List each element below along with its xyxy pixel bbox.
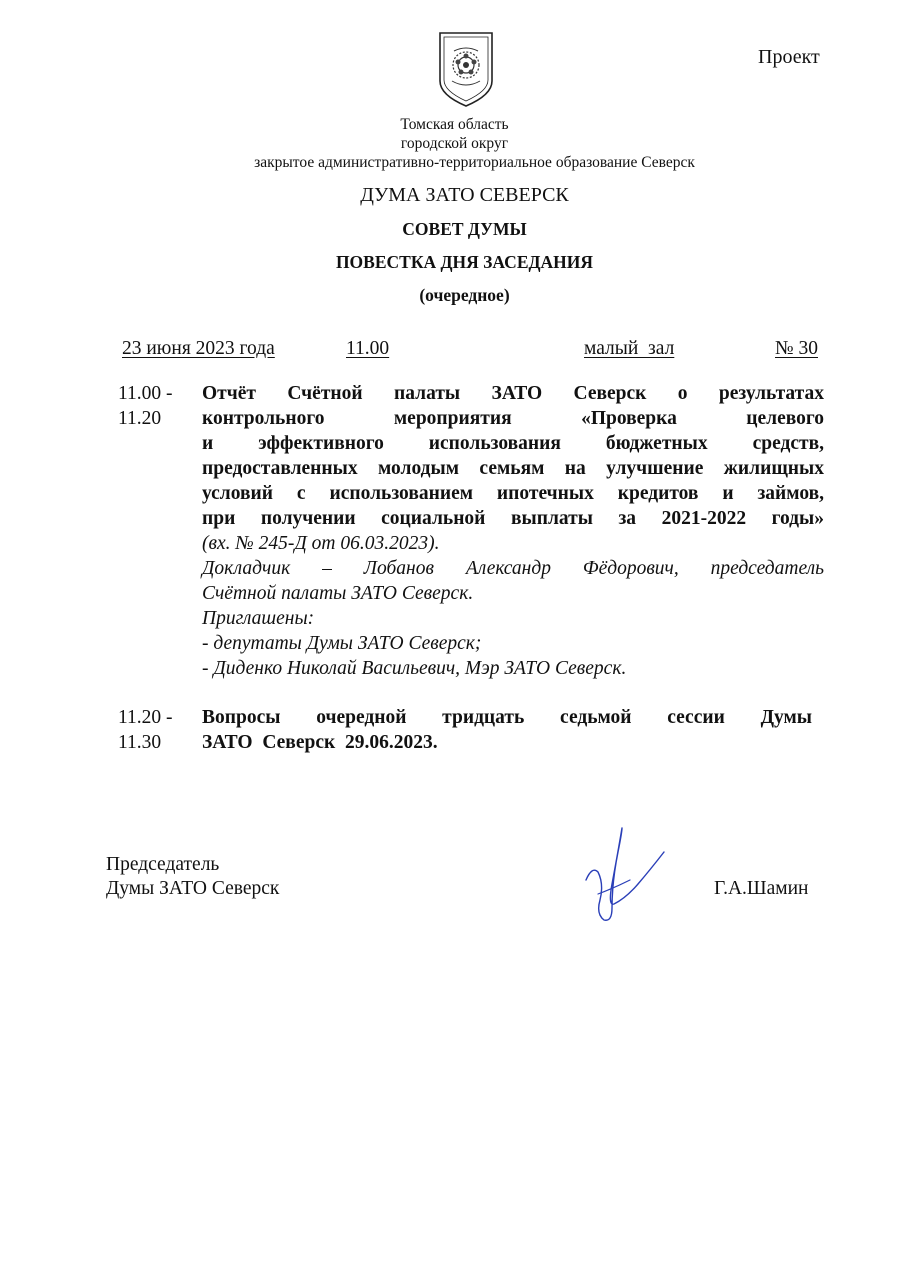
item-title-line: контрольного мероприятия «Проверка целевого — [202, 408, 824, 429]
item-title-line: Вопросы очередной тридцать седьмой сессии Думы — [202, 707, 812, 728]
time-start: 11.20 - — [118, 707, 173, 728]
agenda-item-1 — [202, 381, 824, 681]
invited-label: Приглашены: — [202, 608, 315, 629]
invited-item: - Диденко Николай Васильевич, Мэр ЗАТО Северск. — [202, 658, 627, 679]
item-title-line: предоставленных молодым семьям на улучшение жилищных — [202, 458, 824, 479]
draft-label: Проект — [758, 46, 820, 68]
item-reference: (вх. № 245-Д от 06.03.2023). — [202, 533, 440, 554]
agenda-title: ПОВЕСТКА ДНЯ ЗАСЕДАНИЯ — [335, 252, 594, 272]
header-formation: закрытое административно-территориальное образование Северск — [254, 154, 695, 171]
item-title-line: и эффективного использования бюджетных средств, — [202, 433, 824, 454]
position-line: Думы ЗАТО Северск — [106, 878, 280, 899]
agenda-item-1-time — [118, 381, 173, 431]
header-region: Томская область — [400, 116, 509, 133]
item-title-line: Отчёт Счётной палаты ЗАТО Северск о результатах — [202, 383, 824, 404]
meeting-time: 11.00 — [346, 338, 390, 359]
item-title-line: при получении социальной выплаты за 2021-2022 годы» — [202, 508, 824, 529]
time-end: 11.30 — [118, 732, 162, 753]
meeting-number: № 30 — [775, 338, 818, 359]
invited-item: - депутаты Думы ЗАТО Северск; — [202, 633, 482, 654]
document-subtitle: СОВЕТ ДУМЫ — [402, 219, 527, 239]
agenda-item-2 — [202, 705, 812, 755]
item-title-line: ЗАТО Северск 29.06.2023. — [202, 732, 438, 753]
document-title: ДУМА ЗАТО СЕВЕРСК — [360, 184, 569, 206]
item-title-line: условий с использованием ипотечных кредитов и займов, — [202, 483, 824, 504]
handwritten-signature — [578, 822, 670, 928]
meeting-room: малый зал — [584, 338, 675, 359]
signatory-position — [106, 853, 279, 901]
time-start: 11.00 - — [118, 383, 173, 404]
coat-of-arms-icon — [436, 29, 496, 109]
item-speaker-org: Счётной палаты ЗАТО Северск. — [202, 583, 474, 604]
header-district: городской округ — [400, 135, 509, 152]
position-line: Председатель — [106, 854, 220, 875]
session-type: (очередное) — [419, 285, 510, 305]
item-speaker: Докладчик – Лобанов Александр Фёдорович, председатель — [202, 558, 824, 579]
agenda-item-2-time — [118, 705, 173, 755]
signatory-name: Г.А.Шамин — [714, 878, 809, 899]
time-end: 11.20 — [118, 408, 162, 429]
meeting-date: 23 июня 2023 года — [122, 338, 275, 359]
